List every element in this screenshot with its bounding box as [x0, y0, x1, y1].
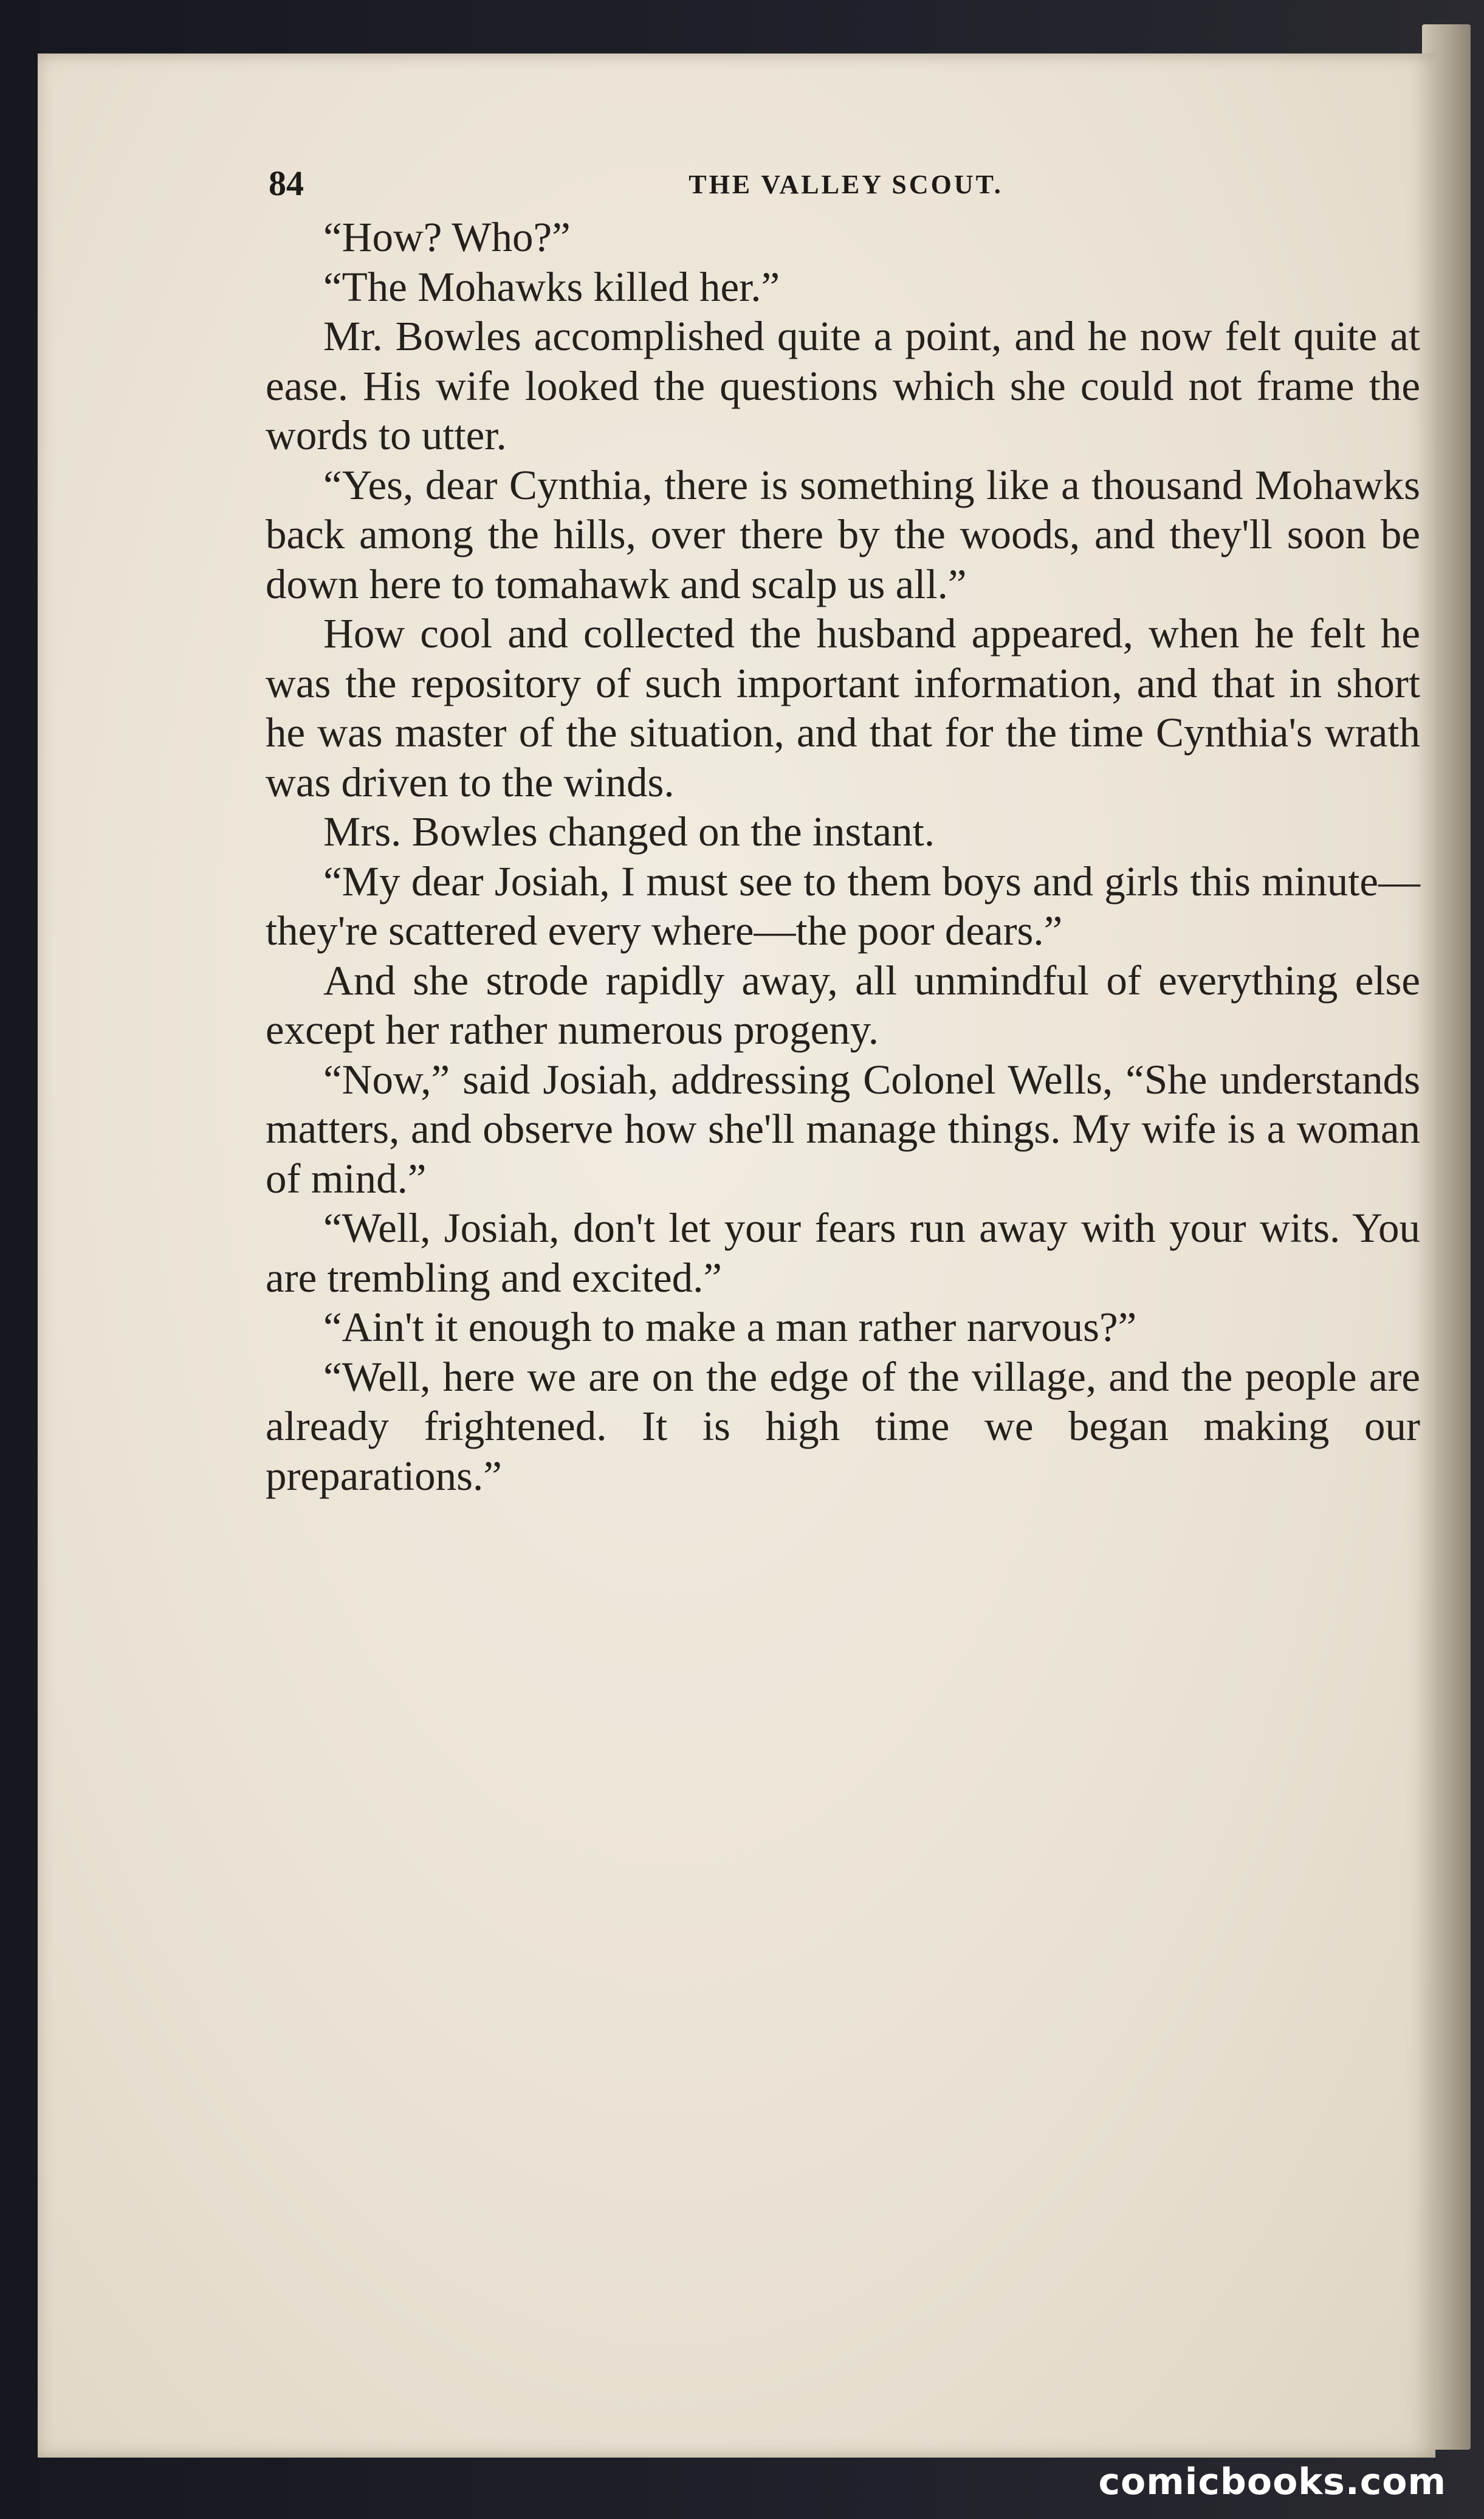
page-number: 84	[269, 164, 304, 203]
page-header	[269, 163, 1423, 212]
paragraph-8: And she strode rapidly away, all unmindful of everything else except her rather numerous progeny.	[266, 957, 1420, 1053]
paragraph-11: “Ain't it enough to make a man rather narvous?”	[323, 1304, 1137, 1350]
watermark: comicbooks.com	[1098, 2461, 1446, 2503]
paragraph-12: “Well, here we are on the edge of the village, and the people are already frightened. It is high time we began making our preparations.”	[266, 1353, 1420, 1499]
paragraph-7: “My dear Josiah, I must see to them boys and girls this minute—they're scattered every where—the poor dears.”	[266, 858, 1420, 954]
body-text	[266, 213, 1420, 1501]
paragraph-9: “Now,” said Josiah, addressing Colonel Wells, “She understands matters, and observe how she'll manage things. My wife is a woman of mind.”	[266, 1056, 1420, 1202]
paragraph-5: How cool and collected the husband appeared, when he felt he was the repository of such important information, and that in short he was master of the situation, and that for the time Cynthia's wrath was driven to the winds.	[266, 610, 1420, 805]
book-page	[38, 53, 1435, 2458]
paragraph-2: “The Mohawks killed her.”	[323, 263, 780, 310]
running-head: THE VALLEY SCOUT.	[689, 170, 1003, 199]
paragraph-4: “Yes, dear Cynthia, there is something like a thousand Mohawks back among the hills, over there by the woods, and they'll soon be down here to tomahawk and scalp us all.”	[266, 461, 1420, 607]
paragraph-1: “How? Who?”	[323, 214, 571, 260]
paragraph-10: “Well, Josiah, don't let your fears run away with your wits. You are trembling and excited.”	[266, 1205, 1420, 1301]
paragraph-3: Mr. Bowles accomplished quite a point, and he now felt quite at ease. His wife looked the questions which she could not frame the words to utter.	[266, 313, 1420, 458]
paragraph-6: Mrs. Bowles changed on the instant.	[323, 808, 935, 855]
